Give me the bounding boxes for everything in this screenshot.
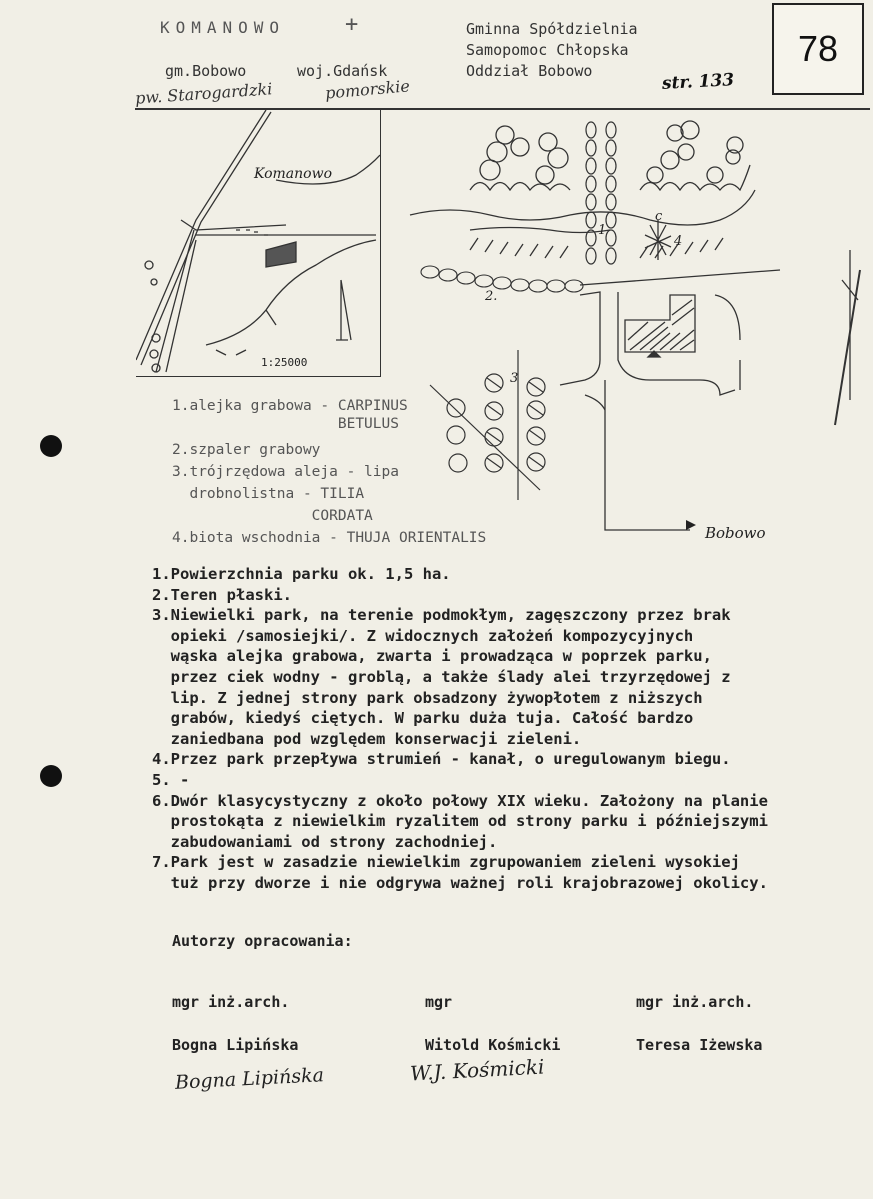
place-name: KOMANOWO bbox=[160, 18, 286, 37]
legend-line: 3.trójrzędowa aleja - lipa bbox=[172, 464, 399, 480]
description-text bbox=[152, 564, 768, 894]
body-line: 5. - bbox=[152, 770, 190, 789]
direction-label: Bobowo bbox=[705, 524, 766, 542]
marker-1: 1 bbox=[598, 223, 607, 238]
gmina-label: gm.Bobowo bbox=[165, 62, 247, 80]
body-line: wąska alejka grabowa, zwarta i prowadząca w poprzek parku, bbox=[152, 647, 712, 666]
legend-line: CORDATA bbox=[172, 508, 373, 524]
body-line: 4.Przez park przepływa strumień - kanał, o uregulowanym biegu. bbox=[152, 750, 731, 769]
org-line-1: Gminna Spółdzielnia bbox=[466, 20, 638, 38]
inset-place-label: Komanowo bbox=[254, 166, 332, 182]
signature-lipinska: Bogna Lipińska bbox=[174, 1064, 325, 1094]
author-name: Teresa Iżewska bbox=[636, 1036, 763, 1054]
handwritten-note-left: pw. Starogardzki bbox=[134, 79, 273, 108]
inset-map-drawing bbox=[136, 110, 380, 376]
author-title: mgr bbox=[425, 993, 453, 1011]
body-line: zaniedbana pod względem konserwacji zieleni. bbox=[152, 729, 582, 748]
body-line: opieki /samosiejki/. Z widocznych założeń kompozycyjnych bbox=[152, 626, 694, 645]
marker-2: 2. bbox=[485, 289, 498, 304]
marker-4: 4 bbox=[674, 234, 683, 249]
location-inset-map bbox=[136, 110, 381, 377]
author-name: Witold Kośmicki bbox=[425, 1036, 561, 1054]
org-line-2: Samopomoc Chłopska bbox=[466, 41, 629, 59]
body-line: 1.Powierzchnia parku ok. 1,5 ha. bbox=[152, 565, 451, 583]
legend-line: 1.alejka grabowa - CARPINUS bbox=[172, 398, 408, 414]
author-name: Bogna Lipińska bbox=[172, 1036, 299, 1054]
card-number: 78 bbox=[797, 28, 839, 69]
handwritten-note-right: pomorskie bbox=[324, 76, 411, 103]
voivodeship-label: woj.Gdańsk bbox=[297, 62, 388, 80]
body-line: grabów, kiedyś ciętych. W parku duża tuja. Całość bardzo bbox=[152, 709, 694, 728]
page-reference: str. 133 bbox=[661, 70, 735, 94]
body-line: zabudowaniami od strony zachodniej. bbox=[152, 832, 498, 851]
body-line: 2.Teren płaski. bbox=[152, 585, 292, 604]
punch-hole-bottom bbox=[40, 765, 62, 787]
author-title: mgr inż.arch. bbox=[172, 993, 290, 1011]
plant-legend bbox=[172, 395, 486, 549]
org-line-3: Oddział Bobowo bbox=[466, 62, 593, 80]
body-line: tuż przy dworze i nie odgrywa ważnej roli krajobrazowej okolicy. bbox=[152, 873, 768, 892]
body-line: 6.Dwór klasycystyczny z około połowy XIX wieku. Założony na planie bbox=[152, 791, 768, 810]
legend-line: 2.szpaler grabowy bbox=[172, 442, 321, 458]
signature-kosmicki: W.J. Kośmicki bbox=[409, 1054, 545, 1086]
map-scale: 1:25000 bbox=[261, 356, 308, 369]
place-mark: + bbox=[345, 12, 359, 37]
body-line: 7.Park jest w zasadzie niewielkim zgrupowaniem zieleni wysokiej bbox=[152, 853, 740, 872]
body-line: przez ciek wodny - groblą, a także ślady alei trzyrzędowej z bbox=[152, 667, 731, 686]
marker-c: c bbox=[655, 209, 663, 224]
marker-3: 3 bbox=[510, 371, 519, 386]
authors-heading: Autorzy opracowania: bbox=[172, 932, 353, 950]
legend-line: BETULUS bbox=[172, 416, 399, 432]
body-line: prostokąta z niewielkim ryzalitem od strony parku i późniejszymi bbox=[152, 812, 768, 831]
author-title: mgr inż.arch. bbox=[636, 993, 754, 1011]
legend-line: drobnolistna - TILIA bbox=[172, 486, 365, 502]
body-line: lip. Z jednej strony park obsadzony żywopłotem z niższych bbox=[152, 688, 703, 707]
body-line: 3.Niewielki park, na terenie podmokłym, zagęszczony przez brak bbox=[152, 606, 731, 625]
direction-arrow-icon bbox=[686, 520, 696, 530]
legend-line: 4.biota wschodnia - THUJA ORIENTALIS bbox=[172, 530, 487, 546]
